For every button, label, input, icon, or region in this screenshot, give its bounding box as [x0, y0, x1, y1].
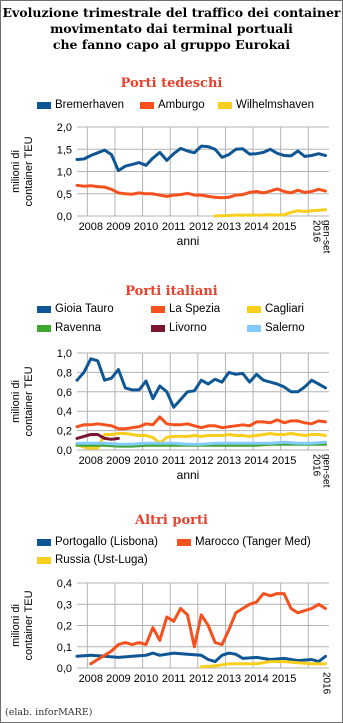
- y-tick-label: 0,0: [56, 445, 72, 457]
- legend-label-marocco: Marocco (Tanger Med): [195, 536, 311, 548]
- legend-label-ravenna: Ravenna: [55, 322, 102, 334]
- chart-altri-porti: [1, 571, 342, 711]
- x-tick-label: 2012: [189, 673, 214, 685]
- legend-item-marocco: [177, 536, 311, 548]
- legend-item-livorno: [151, 322, 207, 334]
- legend-item-bremerhaven: [37, 99, 124, 111]
- x-tick-label: 2013: [216, 221, 242, 233]
- chart-porti-tedeschi: [1, 113, 342, 263]
- series-line-amburgo: [77, 185, 326, 198]
- x-tick-label: gen-set: [320, 454, 332, 488]
- legend-item-cagliari: [247, 303, 304, 315]
- y-tick-label: 0,4: [56, 578, 72, 590]
- series-line-portogallo-lisbona: [77, 653, 326, 662]
- y-tick-label: 1,0: [56, 348, 72, 360]
- y-tick-label: 0,3: [56, 599, 72, 612]
- x-tick-label: gen-set: [320, 220, 332, 254]
- legend-swatch-salerno: [247, 325, 261, 332]
- legend-swatch-gioia-tauro: [37, 306, 51, 313]
- x-tick-label: 2015: [271, 221, 297, 233]
- y-axis-title-line-1: milioni di: [10, 604, 22, 647]
- series-line-la-spezia: [77, 417, 326, 429]
- y-tick-label: 0,4: [56, 406, 72, 419]
- y-axis-title-line-2: container TEU: [23, 590, 35, 661]
- x-tick-label: 2016: [310, 454, 322, 477]
- legend-swatch-russia: [37, 557, 51, 564]
- y-tick-label: 0,5: [56, 188, 72, 201]
- y-tick-label: 1,5: [56, 144, 72, 157]
- y-tick-label: 0,6: [56, 386, 72, 399]
- x-tick-label: 2014: [244, 221, 269, 233]
- legend-swatch-ravenna: [37, 325, 51, 332]
- y-axis-title-line-1: milioni di: [10, 380, 22, 423]
- legend-swatch-la-spezia: [151, 306, 165, 313]
- legend-item-wilhelmshaven: [218, 99, 314, 111]
- x-tick-label: 2012: [189, 221, 214, 233]
- chart-porti-italiani: [1, 342, 342, 492]
- legend-swatch-amburgo: [140, 102, 154, 109]
- main-title: [1, 5, 342, 53]
- legend-item-gioia-tauro: [37, 303, 114, 315]
- legend-label-la-spezia: La Spezia: [169, 303, 221, 315]
- x-tick-label: 2013: [216, 673, 242, 685]
- x-axis-title: anni: [176, 234, 200, 248]
- section-title-tedeschi: Porti tedeschi: [120, 76, 223, 91]
- legend-item-russia: [37, 554, 148, 566]
- legend-label-amburgo: Amburgo: [158, 99, 205, 111]
- legend-swatch-bremerhaven: [37, 102, 51, 109]
- x-tick-label: 2015: [271, 455, 297, 467]
- legend-item-ravenna: [37, 322, 101, 334]
- y-tick-label: 0,1: [56, 641, 72, 654]
- y-axis-title-line-2: container TEU: [23, 136, 35, 207]
- x-tick-label: 2014: [244, 673, 269, 685]
- series-line-salerno: [77, 442, 326, 444]
- x-tick-label: 2011: [161, 221, 186, 233]
- x-tick-label: 2008: [78, 455, 104, 467]
- x-tick-label: 2011: [161, 455, 186, 467]
- x-tick-label: 2009: [106, 455, 131, 467]
- credit-note: (elab. inforMARE): [5, 707, 93, 718]
- legend-label-salerno: Salerno: [265, 322, 305, 334]
- legend-label-bremerhaven: Bremerhaven: [55, 99, 125, 111]
- legend-label-russia: Russia (Ust-Luga): [55, 554, 148, 566]
- x-tick-label: 2012: [189, 455, 214, 467]
- x-tick-label: 2016: [320, 672, 332, 695]
- y-axis-title-line-1: milioni di: [10, 150, 22, 193]
- x-tick-label: 2008: [78, 673, 104, 685]
- legend-label-cagliari: Cagliari: [265, 303, 304, 315]
- section-title-italiani: Porti italiani: [125, 284, 218, 299]
- x-tick-label: 2016: [310, 220, 322, 243]
- y-tick-label: 1,0: [56, 166, 72, 179]
- x-tick-label: 2008: [78, 221, 104, 233]
- legend-item-salerno: [247, 322, 305, 334]
- legend-swatch-cagliari: [247, 306, 261, 313]
- legend-item-amburgo: [140, 99, 205, 111]
- x-tick-label: 2010: [133, 455, 159, 467]
- y-tick-label: 0,8: [56, 367, 72, 380]
- legend-item-portogallo: [37, 536, 158, 548]
- legend-label-portogallo: Portogallo (Lisbona): [55, 536, 158, 548]
- legend-item-la-spezia: [151, 303, 220, 315]
- series-line-bremerhaven: [77, 146, 326, 171]
- y-axis-title-line-2: container TEU: [23, 366, 35, 437]
- legend-swatch-marocco: [177, 539, 191, 546]
- legend-label-livorno: Livorno: [169, 322, 207, 334]
- x-tick-label: 2009: [106, 673, 131, 685]
- x-tick-label: 2015: [271, 673, 297, 685]
- x-tick-label: 2011: [161, 673, 186, 685]
- x-tick-label: 2009: [106, 221, 131, 233]
- series-line-gioia-tauro: [77, 359, 326, 408]
- y-tick-label: 0,0: [56, 211, 72, 223]
- legend-swatch-portogallo: [37, 539, 51, 546]
- x-tick-label: 2013: [216, 455, 242, 467]
- legend-swatch-livorno: [151, 325, 165, 332]
- y-tick-label: 0,0: [56, 663, 72, 675]
- title-line-1: Evoluzione trimestrale del traffico dei container: [2, 5, 341, 20]
- legend-swatch-wilhelmshaven: [218, 102, 232, 109]
- x-axis-title: anni: [176, 468, 200, 482]
- legend-label-gioia-tauro: Gioia Tauro: [55, 303, 114, 315]
- series-line-wilhelmshaven: [215, 210, 325, 216]
- legend-label-wilhelmshaven: Wilhelmshaven: [236, 99, 314, 111]
- section-title-altri: Altri porti: [135, 513, 208, 528]
- x-tick-label: 2010: [133, 221, 159, 233]
- x-tick-label: 2010: [133, 673, 159, 685]
- y-tick-label: 0,2: [56, 425, 72, 438]
- series-line-russia-ust-luga: [201, 662, 325, 667]
- title-line-2: movimentato dai terminal portuali: [50, 21, 293, 36]
- y-tick-label: 0,2: [56, 620, 72, 633]
- x-tick-label: 2014: [244, 455, 269, 467]
- y-tick-label: 2,0: [56, 122, 72, 134]
- title-line-3: che fanno capo al gruppo Eurokai: [52, 37, 291, 52]
